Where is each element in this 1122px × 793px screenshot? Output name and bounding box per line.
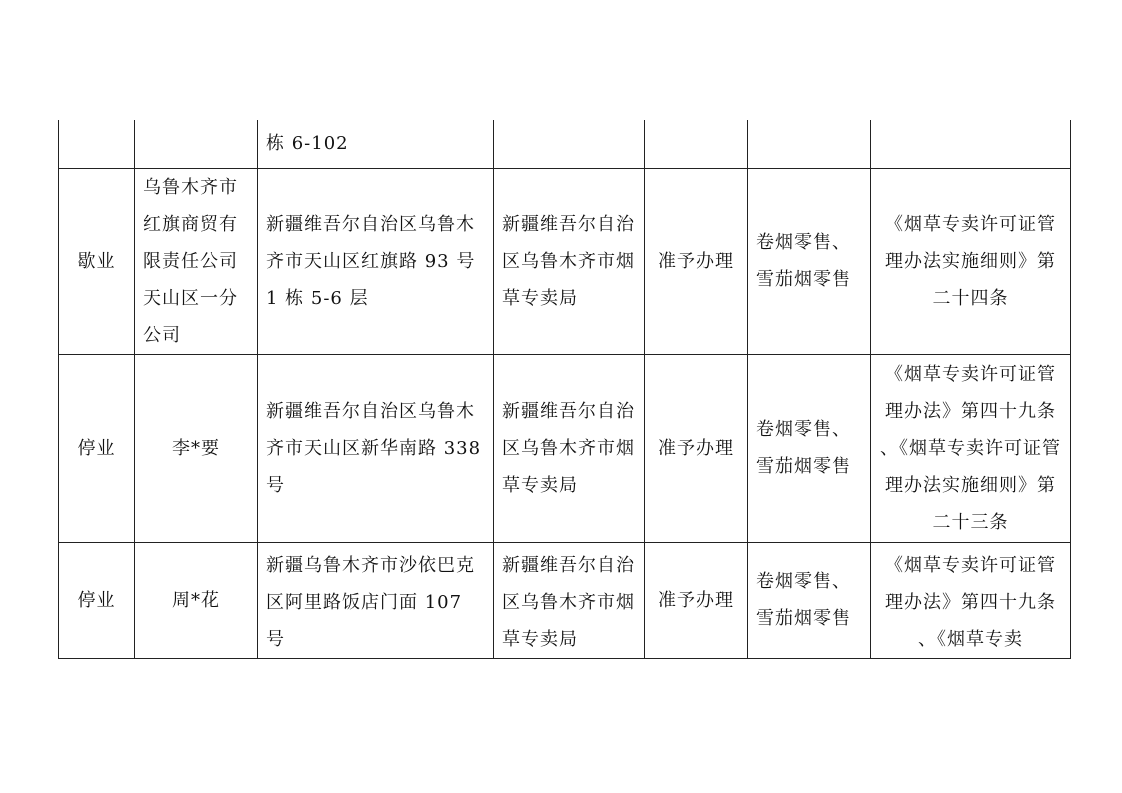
basis-cell: 《烟草专卖许可证管理办法实施细则》第二十四条	[871, 168, 1071, 354]
name-cell: 李*要	[135, 354, 258, 542]
decision-cell: 准予办理	[645, 542, 748, 658]
name-cell	[135, 120, 258, 168]
decision-cell: 准予办理	[645, 354, 748, 542]
address-cell: 新疆乌鲁木齐市沙依巴克区阿里路饭店门面 107 号	[258, 542, 494, 658]
name-cell: 乌鲁木齐市红旗商贸有限责任公司天山区一分公司	[135, 168, 258, 354]
decision-cell: 准予办理	[645, 168, 748, 354]
authority-cell: 新疆维吾尔自治区乌鲁木齐市烟草专卖局	[494, 354, 645, 542]
name-cell: 周*花	[135, 542, 258, 658]
table-row	[59, 354, 1071, 542]
status-cell	[59, 120, 135, 168]
basis-cell	[871, 120, 1071, 168]
table-row	[59, 168, 1071, 354]
status-cell: 停业	[59, 542, 135, 658]
table-row	[59, 120, 1071, 168]
address-cell: 新疆维吾尔自治区乌鲁木齐市天山区红旗路 93 号 1 栋 5-6 层	[258, 168, 494, 354]
scope-cell: 卷烟零售、雪茄烟零售	[748, 354, 871, 542]
license-table	[58, 120, 1071, 659]
authority-cell: 新疆维吾尔自治区乌鲁木齐市烟草专卖局	[494, 168, 645, 354]
address-cell: 栋 6-102	[258, 120, 494, 168]
status-cell: 停业	[59, 354, 135, 542]
scope-cell: 卷烟零售、雪茄烟零售	[748, 542, 871, 658]
table-row	[59, 542, 1071, 658]
scope-cell	[748, 120, 871, 168]
authority-cell	[494, 120, 645, 168]
basis-cell: 《烟草专卖许可证管理办法》第四十九条 、《烟草专卖许可证管理办法实施细则》第二十三条	[871, 354, 1071, 542]
authority-cell: 新疆维吾尔自治区乌鲁木齐市烟草专卖局	[494, 542, 645, 658]
decision-cell	[645, 120, 748, 168]
status-cell: 歇业	[59, 168, 135, 354]
basis-cell: 《烟草专卖许可证管理办法》第四十九条 、《烟草专卖	[871, 542, 1071, 658]
scope-cell: 卷烟零售、雪茄烟零售	[748, 168, 871, 354]
address-cell: 新疆维吾尔自治区乌鲁木齐市天山区新华南路 338 号	[258, 354, 494, 542]
